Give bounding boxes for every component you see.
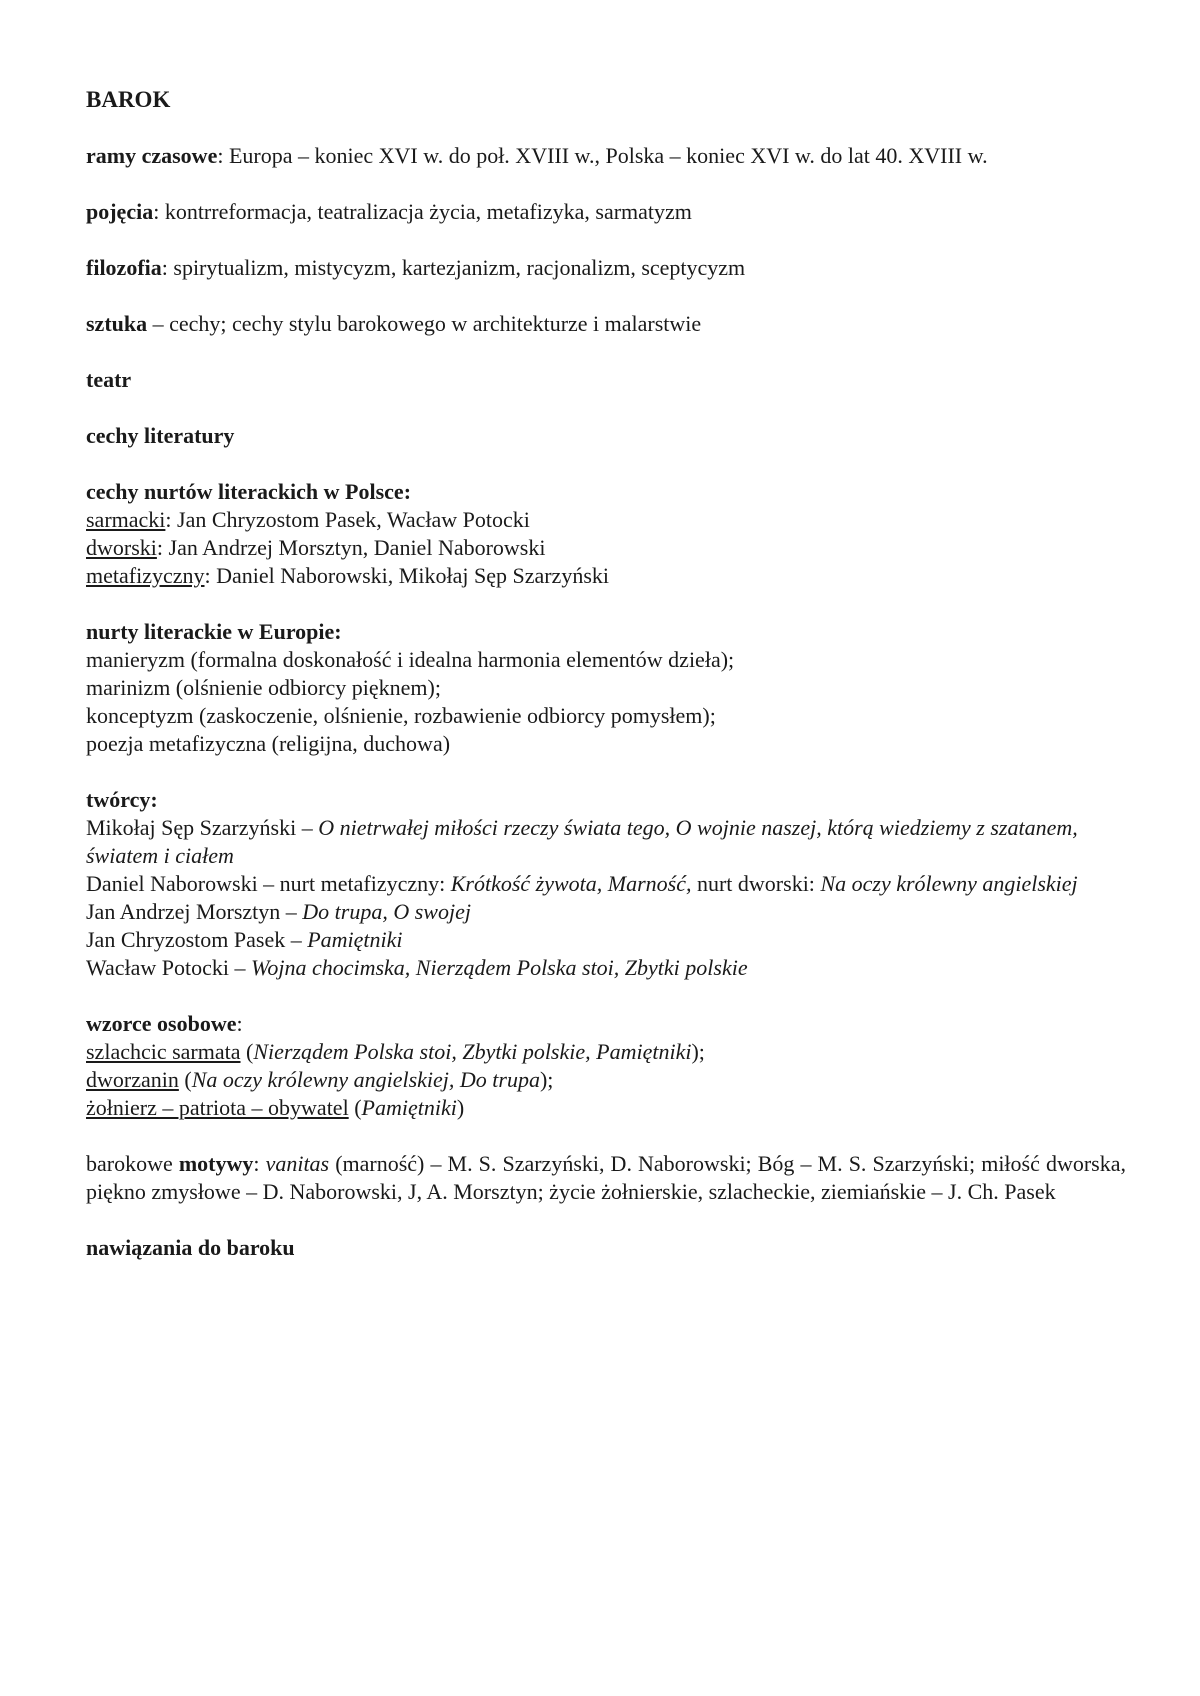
motywy-label: motywy: [178, 1151, 254, 1176]
wzorzec-name: dworzanin: [86, 1067, 179, 1092]
list-item: metafizyczny: Daniel Naborowski, Mikołaj Sęp Szarzyński: [86, 563, 609, 588]
works-title: Wojna chocimska, Nierządem Polska stoi, Zbytki polskie: [251, 955, 748, 980]
motywy-paragraph: barokowe motywy: vanitas (marność) – M. S. Szarzyński, D. Naborowski; Bóg – M. S. Szarzyński; miłość dworska, piękno zmysłowe – D. Naborowski, J, A. Morsztyn; życie żołnierskie, szlacheckie, ziemiańskie – J. Ch. Pasek: [86, 1151, 1126, 1204]
teatr-heading: teatr: [86, 367, 132, 392]
works-title: Na oczy królewny angielskiej: [820, 871, 1078, 896]
filozofia-text: : spirytualizm, mistycyzm, kartezjanizm, racjonalizm, sceptycyzm: [161, 255, 746, 280]
works-title: Pamiętniki: [361, 1095, 457, 1120]
pojecia-label: pojęcia: [86, 199, 154, 224]
works-title: O nietrwałej miłości rzeczy świata tego, O wojnie naszej, którą wiedziemy z szatanem, światem i ciałem: [86, 815, 1078, 868]
works-title: Do trupa, O swojej: [302, 899, 471, 924]
author-entry: Daniel Naborowski – nurt metafizyczny: Krótkość żywota, Marność, nurt dworski: Na oczy królewny angielskiej: [86, 871, 1078, 896]
works-title: Krótkość żywota, Marność,: [450, 871, 692, 896]
wzorzec-name: szlachcic sarmata: [86, 1039, 241, 1064]
sztuka-label: sztuka: [86, 311, 148, 336]
list-item: marinizm (olśnienie odbiorcy pięknem);: [86, 675, 441, 700]
document-title: BAROK: [86, 87, 171, 112]
nurt-name: dworski: [86, 535, 157, 560]
nurt-name: metafizyczny: [86, 563, 205, 588]
ramy-czasowe-text: : Europa – koniec XVI w. do poł. XVIII w., Polska – koniec XVI w. do lat 40. XVIII w.: [217, 143, 988, 168]
works-title: Pamiętniki: [307, 927, 403, 952]
list-item: manieryzm (formalna doskonałość i idealna harmonia elementów dzieła);: [86, 647, 735, 672]
list-item: poezja metafizyczna (religijna, duchowa): [86, 731, 451, 756]
filozofia-line: [86, 254, 1126, 282]
works-title: Na oczy królewny angielskiej, Do trupa: [191, 1067, 540, 1092]
ramy-czasowe-label: ramy czasowe: [86, 143, 218, 168]
list-item: szlachcic sarmata (Nierządem Polska stoi, Zbytki polskie, Pamiętniki);: [86, 1039, 705, 1064]
tworcy-heading: twórcy:: [86, 787, 158, 812]
author-entry: Jan Chryzostom Pasek – Pamiętniki: [86, 927, 403, 952]
cechy-literatury-heading: cechy literatury: [86, 423, 235, 448]
document-body: [86, 86, 1126, 1262]
nawiazania-heading: nawiązania do baroku: [86, 1235, 295, 1260]
tworcy-section: [86, 786, 1126, 982]
author-entry: Mikołaj Sęp Szarzyński – O nietrwałej miłości rzeczy świata tego, O wojnie naszej, którą wiedziemy z szatanem, światem i ciałem: [86, 815, 1078, 868]
nurty-europa-heading: nurty literackie w Europie:: [86, 619, 342, 644]
nurt-name: sarmacki: [86, 507, 166, 532]
sztuka-line: [86, 310, 1126, 338]
nurty-europa-section: [86, 618, 1126, 758]
list-item: sarmacki: Jan Chryzostom Pasek, Wacław Potocki: [86, 507, 530, 532]
wzorce-heading: wzorce osobowe:: [86, 1011, 243, 1036]
list-item: żołnierz – patriota – obywatel (Pamiętniki): [86, 1095, 465, 1120]
list-item: dworzanin (Na oczy królewny angielskiej, Do trupa);: [86, 1067, 554, 1092]
author-entry: Wacław Potocki – Wojna chocimska, Nierządem Polska stoi, Zbytki polskie: [86, 955, 748, 980]
vanitas-term: vanitas: [265, 1151, 330, 1176]
nurty-polska-heading: cechy nurtów literackich w Polsce:: [86, 479, 412, 504]
pojecia-line: [86, 198, 1126, 226]
nurty-polska-section: [86, 478, 1126, 590]
author-entry: Jan Andrzej Morsztyn – Do trupa, O swojej: [86, 899, 471, 924]
filozofia-label: filozofia: [86, 255, 162, 280]
wzorzec-name: żołnierz – patriota – obywatel: [86, 1095, 349, 1120]
works-title: Nierządem Polska stoi, Zbytki polskie, Pamiętniki: [253, 1039, 692, 1064]
list-item: dworski: Jan Andrzej Morsztyn, Daniel Naborowski: [86, 535, 546, 560]
ramy-czasowe-line: [86, 142, 1126, 170]
pojecia-text: : kontrreformacja, teatralizacja życia, metafizyka, sarmatyzm: [153, 199, 692, 224]
wzorce-section: [86, 1010, 1126, 1122]
list-item: konceptyzm (zaskoczenie, olśnienie, rozbawienie odbiorcy pomysłem);: [86, 703, 716, 728]
sztuka-text: – cechy; cechy stylu barokowego w architekturze i malarstwie: [147, 311, 702, 336]
